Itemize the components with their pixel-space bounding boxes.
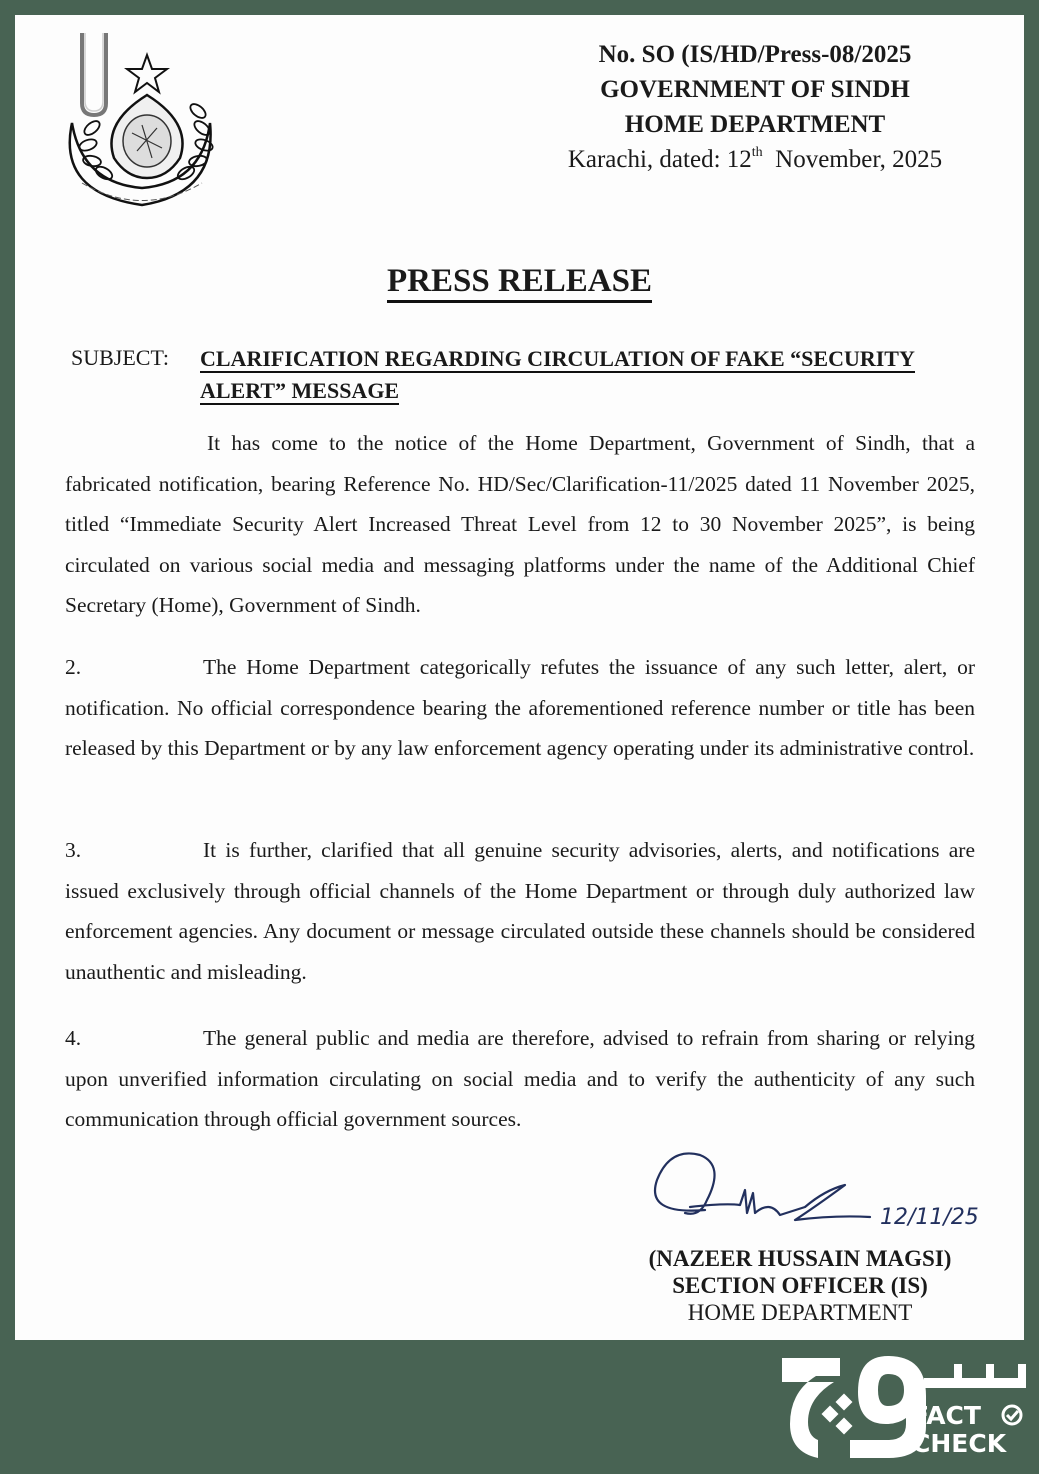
signature-block: [635, 1135, 1005, 1345]
subject-text: [200, 343, 970, 407]
checkmark-icon: [1007, 1411, 1018, 1419]
logo-fact-text: FACT: [912, 1401, 981, 1430]
logo-check-text: CHECK: [912, 1429, 1007, 1458]
handwritten-signature-icon: [645, 1145, 875, 1245]
document-page: [15, 15, 1024, 1340]
signature-date: 12/11/25: [880, 1205, 979, 1230]
date-prefix: Karachi, dated: 12: [567, 146, 752, 173]
issue-date: [535, 142, 975, 178]
paragraph-3: [65, 830, 975, 992]
signatory-designation: SECTION OFFICER (IS): [672, 1273, 928, 1298]
checkmark-circle-icon: [1003, 1406, 1021, 1424]
paragraph-text: It is further, clarified that all genuine security advisories, alerts, and notifications are issued exclusively through official channels of the Home Department or through duly authorized law enforcement agencies. Any document or message circulated outside these channels should be considered unauthentic and misleading.: [65, 838, 975, 984]
paragraph-text: It has come to the notice of the Home Department, Government of Sindh, that a fabricated notification, bearing Reference No. HD/Sec/Clarification-11/2025 dated 11 November 2025, titled “Immediate Security Alert Increased Threat Level from 12 to 30 November 2025”, is being circulated on various social media and messaging platforms under the name of the Additional Chief Secretary (Home), Government of Sindh.: [65, 431, 975, 617]
paragraph-text: The general public and media are therefore, advised to refrain from sharing or relying upon unverified information circulating on social media and to verify the authenticity of any such communication through official government sources.: [65, 1026, 975, 1131]
signatory-name: (NAZEER HUSSAIN MAGSI): [648, 1246, 952, 1271]
government-name: GOVERNMENT OF SINDH: [600, 76, 910, 103]
paragraph-number: 4.: [65, 1026, 82, 1050]
paragraph-4: [65, 1018, 975, 1140]
department-name: HOME DEPARTMENT: [624, 111, 886, 138]
subject-label: SUBJECT:: [71, 345, 169, 370]
signatory: [635, 1245, 965, 1326]
date-month-year: November, 2025: [775, 146, 943, 173]
paragraph-1: [65, 423, 975, 626]
paragraph-number: 3.: [65, 838, 82, 862]
paragraph-2: [65, 647, 975, 769]
title-text: PRESS RELEASE: [387, 263, 652, 303]
subject-line-2: ALERT” MESSAGE: [200, 378, 400, 403]
document-title: [15, 263, 1024, 300]
paragraph-number: 2.: [65, 655, 82, 679]
government-emblem-icon: [52, 33, 222, 213]
letterhead: [535, 37, 975, 178]
reference-number: No. SO (IS/HD/Press-08/2025: [598, 41, 912, 68]
date-ordinal: th: [751, 145, 763, 160]
fact-check-logo-icon: [778, 1352, 1028, 1464]
paragraph-text: The Home Department categorically refutes the issuance of any such letter, alert, or notification. No official correspondence bearing the aforementioned reference number or title has been released by this Department or by any law enforcement agency operating under its administrative control.: [65, 655, 975, 760]
signatory-department: HOME DEPARTMENT: [687, 1300, 913, 1325]
subject-line-1: CLARIFICATION REGARDING CIRCULATION OF FAKE “SECURITY: [200, 346, 915, 371]
